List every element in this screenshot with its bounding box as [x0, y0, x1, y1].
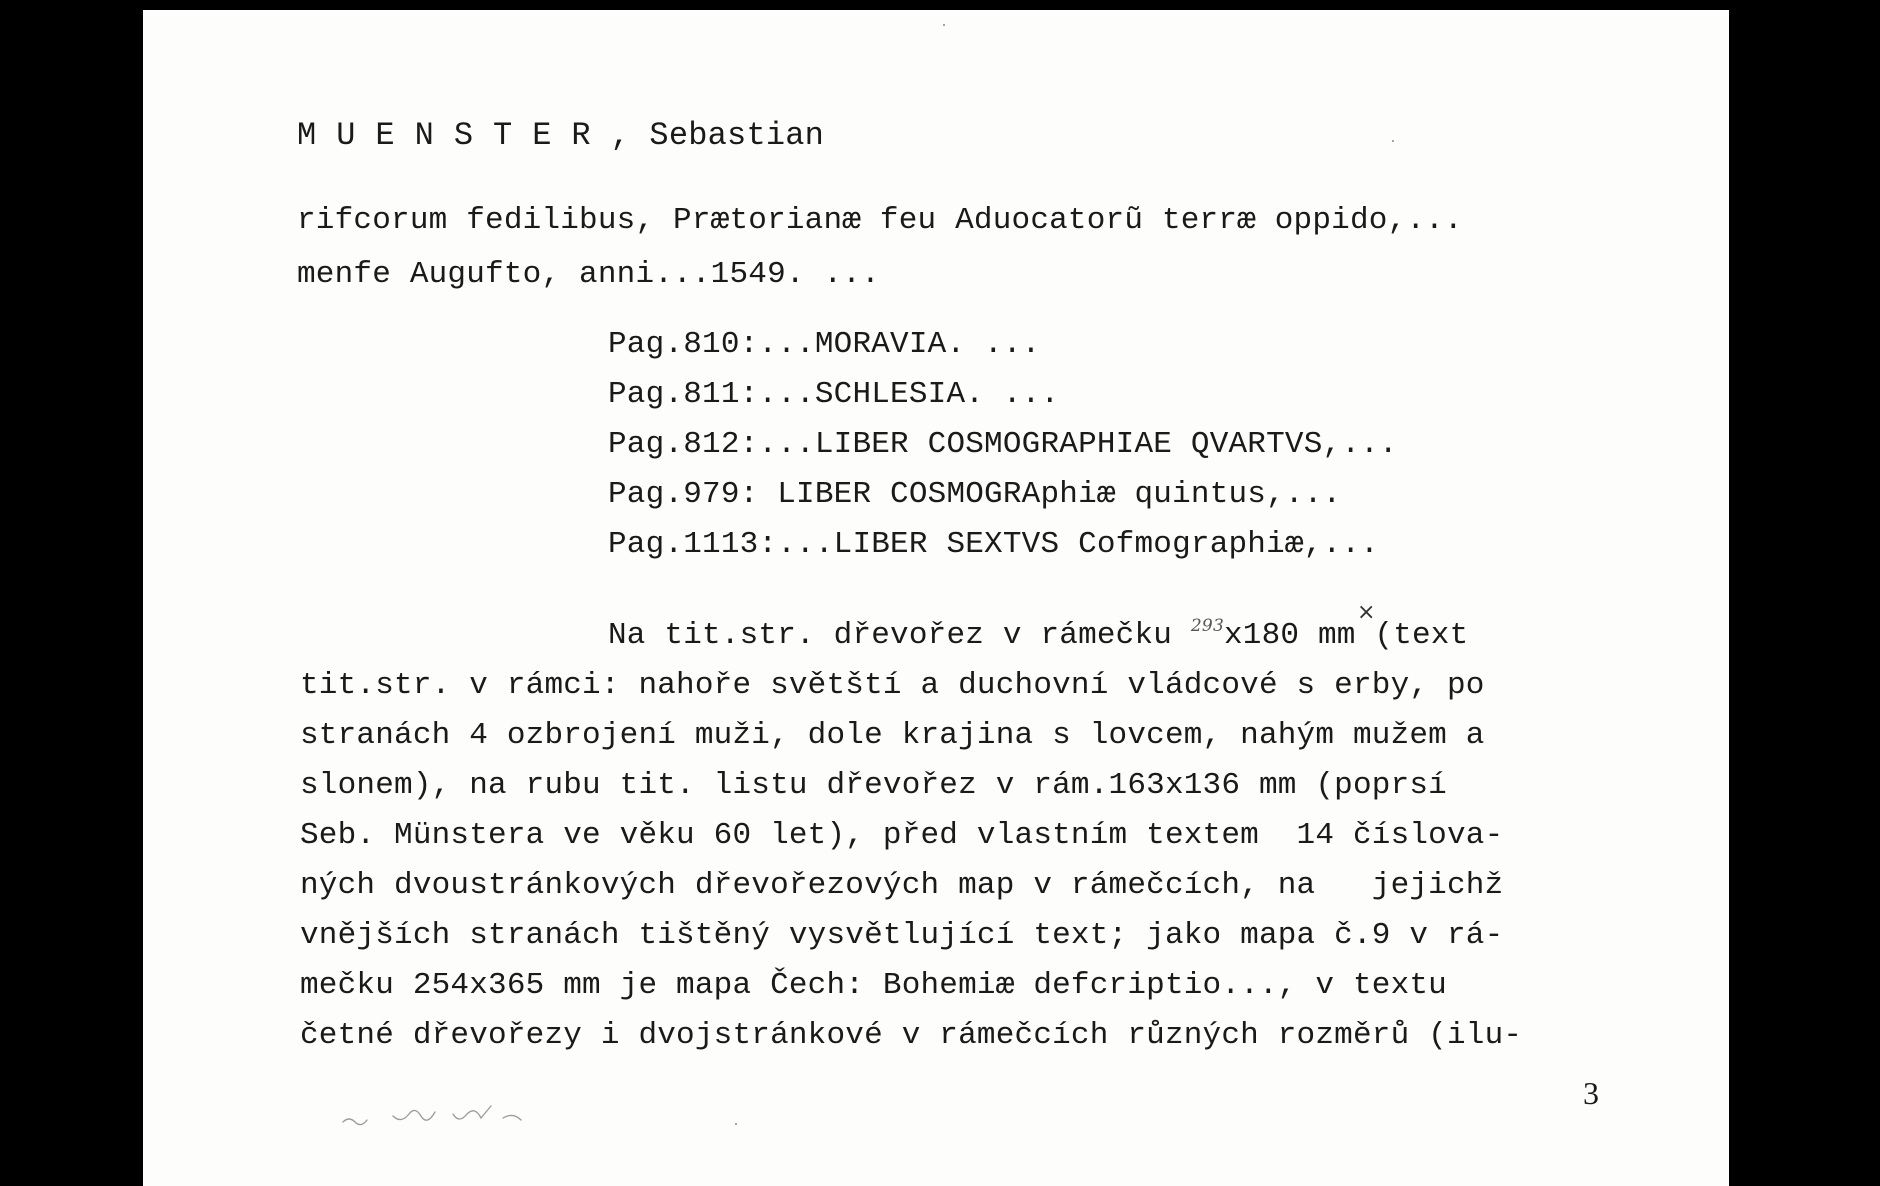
page-entry: Pag.811:...SCHLESIA. ...: [608, 377, 1060, 412]
page-entry: Pag.979: LIBER COSMOGRAphiæ quintus,...: [608, 477, 1342, 512]
page-entry: Pag.1113:...LIBER SEXTVS Cofmographiæ,...: [608, 527, 1379, 562]
handwritten-dimension: 293: [1190, 616, 1224, 636]
description-line: stranách 4 ozbrojení muži, dole krajina s lovcem, nahým mužem a: [300, 718, 1485, 753]
speck: [943, 24, 945, 26]
speck: [1392, 140, 1394, 142]
card-heading: [297, 116, 824, 156]
description-line: mečku 254x365 mm je mapa Čech: Bohemiæ defcriptio..., v textu: [300, 968, 1447, 1003]
description-text: Na tit.str. dřevořez v rámečku: [608, 618, 1191, 653]
quote-line-2: menfe Augufto, anni...1549. ...: [297, 257, 880, 292]
author-surname: MUENSTER: [297, 117, 611, 154]
catalog-card: [143, 10, 1729, 1186]
author-given-name: , Sebastian: [610, 117, 825, 154]
description-first-line: [608, 616, 1468, 658]
description-text: x180 mm (text: [1223, 618, 1469, 653]
quote-line-1: rifcorum fedilibus, Prætorianæ feu Aduocatorũ terræ oppido,...: [297, 203, 1463, 238]
description-line: slonem), na rubu tit. listu dřevořez v rám.163x136 mm (poprsí: [300, 768, 1447, 803]
description-line: ných dvoustránkových dřevořezových map v rámečcích, na jejichž: [300, 868, 1504, 903]
speck: [735, 1123, 737, 1125]
pencil-scribble: [333, 1094, 693, 1134]
description-line: tit.str. v rámci: nahoře světští a duchovní vládcové s erby, po: [300, 668, 1485, 703]
description-line: četné dřevořezy i dvojstránkové v rámečcích různých rozměrů (ilu-: [300, 1018, 1523, 1053]
page-entry: Pag.812:...LIBER COSMOGRAPHIAE QVARTVS,...: [608, 427, 1398, 462]
page-entry: Pag.810:...MORAVIA. ...: [608, 327, 1041, 362]
page-number: 3: [1583, 1075, 1599, 1111]
description-line: vnějších stranách tištěný vysvětlující text; jako mapa č.9 v rá-: [300, 918, 1504, 953]
description-line: Seb. Münstera ve věku 60 let), před vlastním textem 14 číslova-: [300, 818, 1504, 853]
handwritten-mark: ×: [1357, 600, 1376, 625]
page-list: [608, 320, 1398, 570]
